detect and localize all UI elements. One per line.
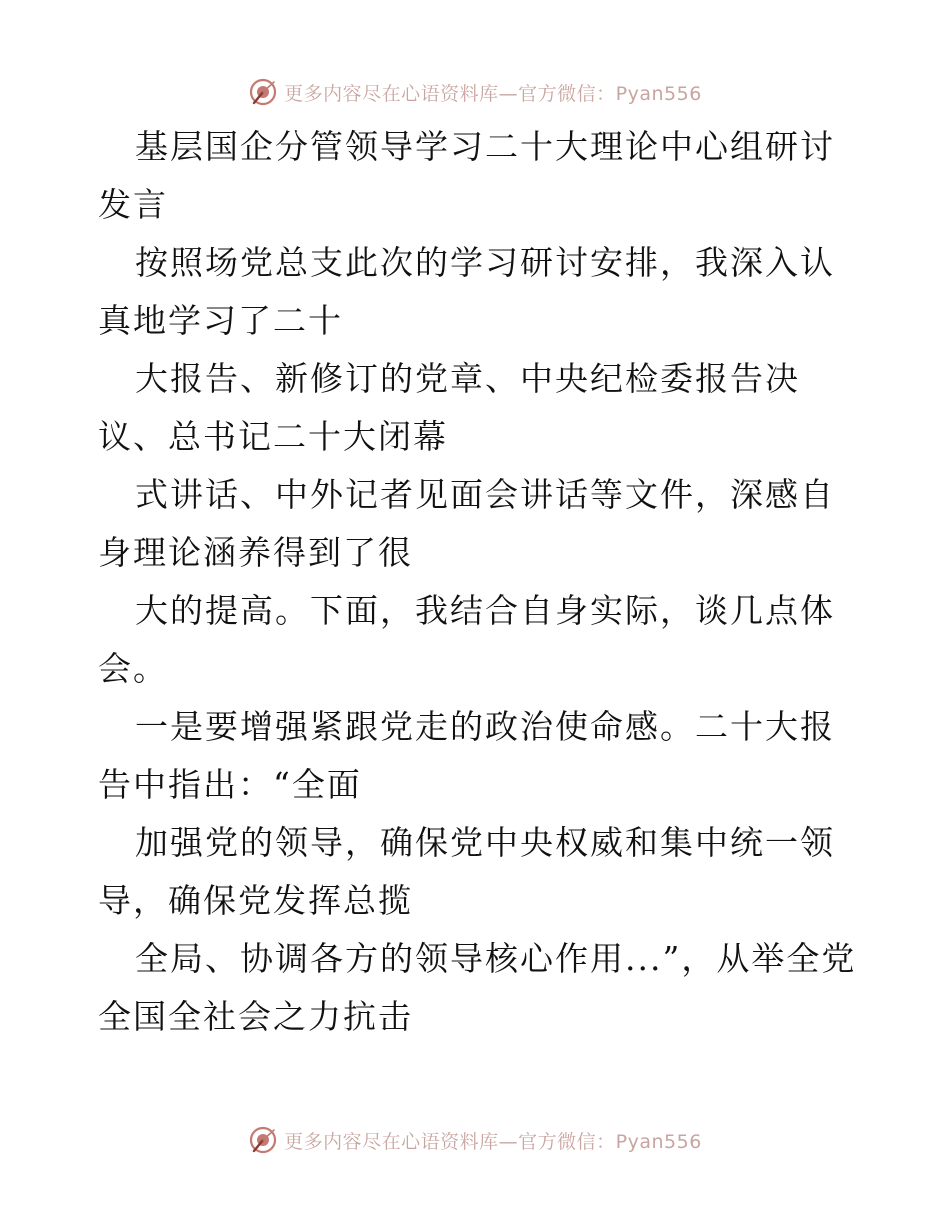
paragraph: 大报告、新修订的党章、中央纪检委报告决议、总书记二十大闭幕 (98, 359, 800, 456)
paragraph: 全局、协调各方的领导核心作用...”，从举全党全国全社会之力抗击 (98, 939, 857, 1036)
footer-watermark (0, 1120, 950, 1160)
paragraph: 加强党的领导，确保党中央权威和集中统一领导，确保党发挥总揽 (98, 823, 835, 920)
paragraph: 按照场党总支此次的学习研讨安排，我深入认真地学习了二十 (98, 243, 835, 340)
watermark-text: 更多内容尽在心语资料库—官方微信：Pyan556 (284, 82, 702, 105)
watermark-text: 更多内容尽在心语资料库—官方微信：Pyan556 (284, 1130, 702, 1153)
paragraph: 式讲话、中外记者见面会讲话等文件，深感自身理论涵养得到了很 (98, 475, 835, 572)
document-body (98, 118, 858, 1046)
pen-logo-icon (248, 77, 278, 107)
pen-logo-icon (248, 1125, 278, 1155)
paragraph: 大的提高。下面，我结合自身实际，谈几点体会。 (98, 591, 835, 688)
header-watermark (0, 72, 950, 112)
paragraph: 一是要增强紧跟党走的政治使命感。二十大报告中指出：“全面 (98, 707, 835, 804)
document-title: 基层国企分管领导学习二十大理论中心组研讨发言 (98, 127, 835, 224)
